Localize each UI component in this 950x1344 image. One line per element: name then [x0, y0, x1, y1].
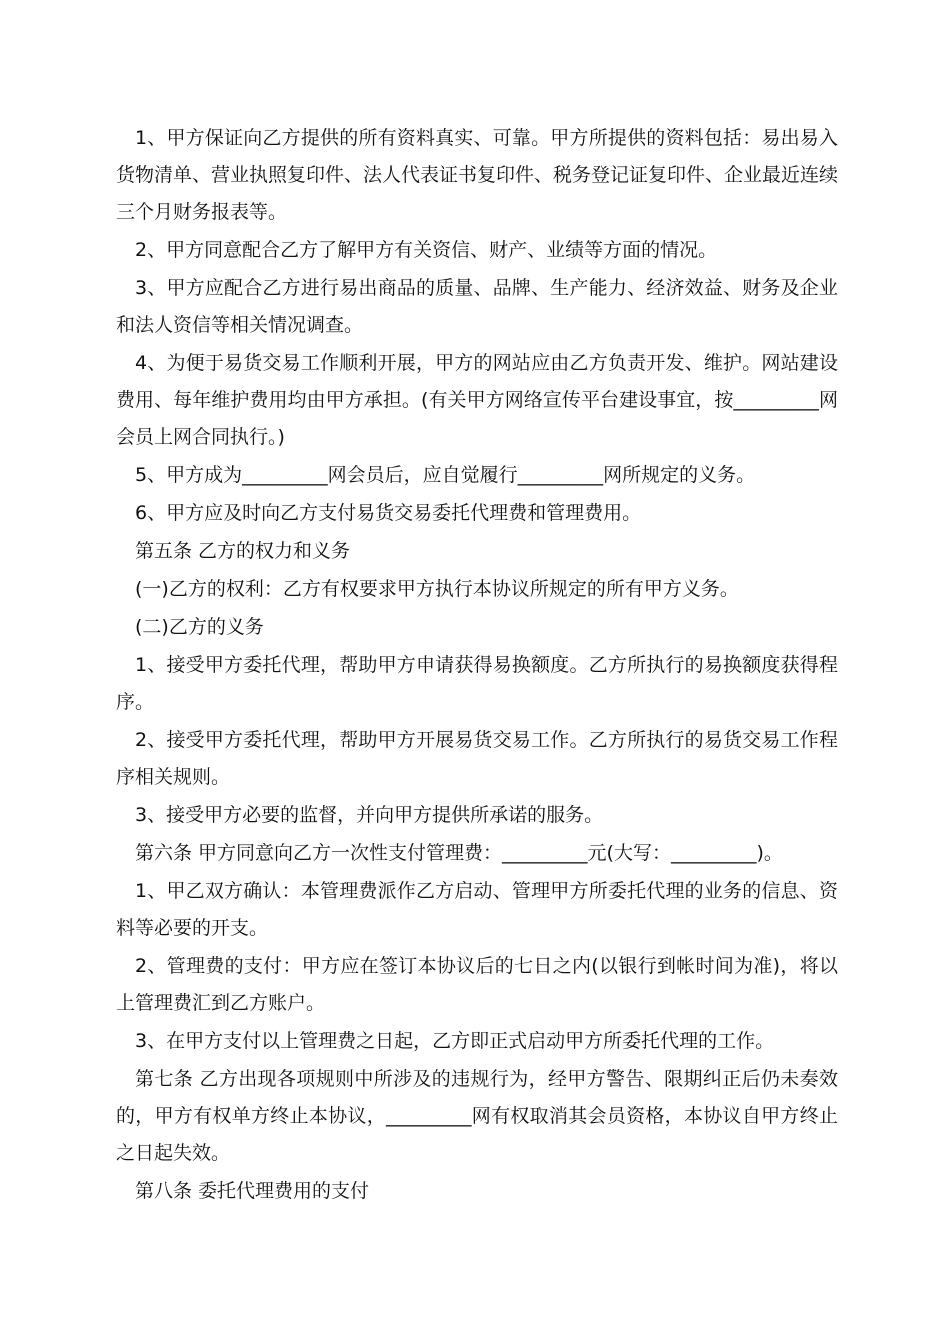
party-b-rights: (一)乙方的权利：乙方有权要求甲方执行本协议所规定的所有甲方义务。	[135, 578, 739, 600]
article-7: 第七条 乙方出现各项规则中所涉及的违规行为，经甲方警告、限期纠正后仍未奏效的，甲方有权单方终止本协议，_________网有权取消其会员资格，本协议自甲方终止之日起失效。	[116, 1068, 838, 1164]
clause-party-a-item-6: 6、甲方应及时向乙方支付易货交易委托代理费和管理费用。	[135, 502, 642, 524]
clause-party-b-item-3: 3、接受甲方必要的监督，并向甲方提供所承诺的服务。	[135, 804, 604, 826]
party-b-obligations-heading: (二)乙方的义务	[135, 616, 264, 638]
clause-fee-item-2: 2、管理费的支付：甲方应在签订本协议后的七日之内(以银行到帐时间为准)，将以上管理费汇到乙方账户。	[116, 955, 838, 1014]
article-6-heading: 第六条 甲方同意向乙方一次性支付管理费：_________元(大写：_________)。	[135, 842, 783, 864]
clause-fee-item-1: 1、甲乙双方确认：本管理费派作乙方启动、管理甲方所委托代理的业务的信息、资料等必要的开支。	[116, 880, 838, 939]
article-5-heading: 第五条 乙方的权力和义务	[135, 540, 351, 562]
clause-party-a-item-5: 5、甲方成为_________网会员后，应自觉履行_________网所规定的义务。	[135, 464, 756, 486]
article-8-heading: 第八条 委托代理费用的支付	[135, 1180, 370, 1202]
clause-party-a-item-3: 3、甲方应配合乙方进行易出商品的质量、品牌、生产能力、经济效益、财务及企业和法人资信等相关情况调查。	[116, 277, 838, 336]
clause-party-a-item-1: 1、甲方保证向乙方提供的所有资料真实、可靠。甲方所提供的资料包括：易出易入货物清单、营业执照复印件、法人代表证书复印件、税务登记证复印件、企业最近连续三个月财务报表等。	[116, 127, 839, 223]
clause-party-b-item-2: 2、接受甲方委托代理，帮助甲方开展易货交易工作。乙方所执行的易货交易工作程序相关规则。	[116, 729, 838, 788]
clause-party-b-item-1: 1、接受甲方委托代理，帮助甲方申请获得易换额度。乙方所执行的易换额度获得程序。	[116, 654, 838, 713]
document-body	[116, 120, 838, 1211]
clause-fee-item-3: 3、在甲方支付以上管理费之日起，乙方即正式启动甲方所委托代理的工作。	[135, 1030, 775, 1052]
clause-party-a-item-2: 2、甲方同意配合乙方了解甲方有关资信、财产、业绩等方面的情况。	[135, 239, 718, 261]
clause-party-a-item-4: 4、为便于易货交易工作顺利开展，甲方的网站应由乙方负责开发、维护。网站建设费用、每年维护费用均由甲方承担。(有关甲方网络宣传平台建设事宜，按_________网会员上网合同执行。)	[116, 352, 838, 448]
